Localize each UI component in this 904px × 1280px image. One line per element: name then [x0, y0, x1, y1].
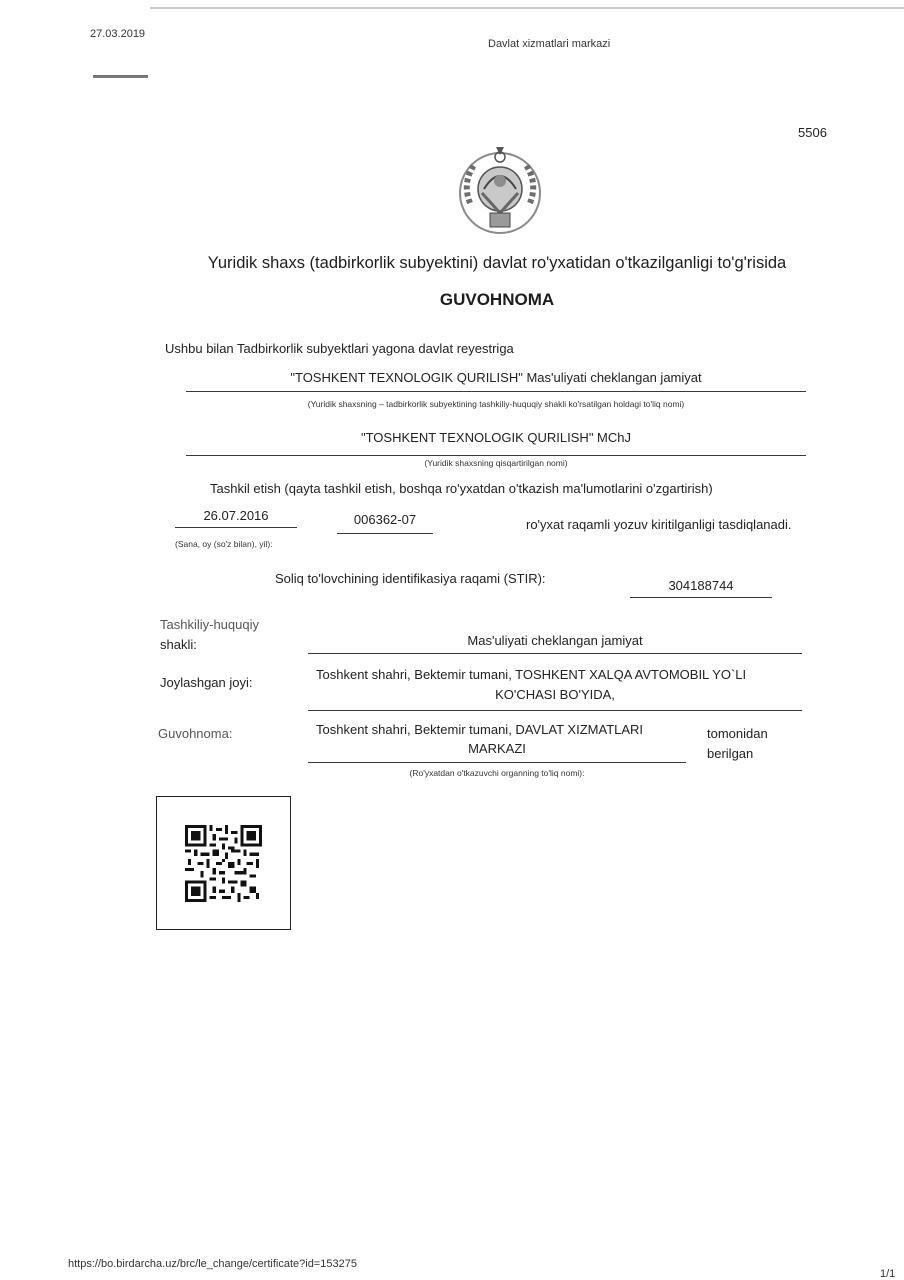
registration-date-underline [175, 527, 297, 528]
issuer-underline [308, 762, 686, 763]
full-name-underline [186, 391, 806, 392]
corner-mark [93, 75, 148, 78]
issued-by-line2: berilgan [707, 746, 754, 761]
issuer-caption: (Ro'yxatdan o'tkazuvchi organning to'liq nomi): [409, 768, 585, 778]
print-date: 27.03.2019 [90, 28, 146, 40]
qr-code-icon [185, 825, 262, 902]
issuer-value-line2: MARKAZI [468, 741, 526, 756]
full-name-caption: (Yuridik shaxsning – tadbirkorlik subyektining tashkiliy-huquqiy shakli ko'rsatilgan holdagi to'liq nomi) [307, 399, 685, 409]
location-value-line1: Toshkent shahri, Bektemir tumani, TOSHKENT XALQA AVTOMOBIL YO`LI [316, 667, 747, 682]
registration-confirm: ro'yxat raqamli yozuv kiritilganligi tasdiqlanadi. [526, 517, 792, 532]
legal-form-label-line2: shakli: [160, 637, 197, 652]
date-caption: (Sana, oy (so'z bilan), yil): [175, 539, 273, 549]
short-name-caption: (Yuridik shaxsning qisqartirilgan nomi) [424, 458, 568, 468]
issued-by-line1: tomonidan [707, 726, 768, 741]
stir-value: 304188744 [668, 578, 734, 593]
document-number: 5506 [798, 125, 827, 140]
intro-text: Ushbu bilan Tadbirkorlik subyektlari yagona davlat reyestriga [165, 341, 514, 356]
legal-form-underline [308, 653, 802, 654]
agency-header: Davlat xizmatlari markazi [488, 38, 611, 50]
registration-number: 006362-07 [353, 512, 417, 527]
page-number: 1/1 [880, 1268, 896, 1280]
establish-text: Tashkil etish (qayta tashkil etish, boshqa ro'yxatdan o'tkazish ma'lumotlarini o'zgartirish) [210, 481, 713, 496]
location-underline [308, 710, 802, 711]
top-edge-rule [150, 7, 904, 9]
stir-underline [630, 597, 772, 598]
full-name-value: "TOSHKENT TEXNOLOGIK QURILISH" Mas'uliyati cheklangan jamiyat [290, 370, 702, 385]
legal-form-value: Mas'uliyati cheklangan jamiyat [467, 633, 643, 648]
location-label: Joylashgan joyi: [160, 675, 253, 690]
certificate-label: Guvohnoma: [158, 726, 233, 741]
certificate-title: GUVOHNOMA [439, 290, 555, 309]
registration-number-underline [337, 533, 433, 534]
short-name-underline [186, 455, 806, 456]
state-emblem-icon [452, 143, 548, 239]
issuer-value-line1: Toshkent shahri, Bektemir tumani, DAVLAT XIZMATLARI [316, 722, 644, 737]
legal-form-label-line1: Tashkiliy-huquqiy [160, 617, 259, 632]
location-value-line2: KO'CHASI BO'YIDA, [495, 687, 615, 702]
registration-date: 26.07.2016 [203, 508, 269, 523]
stir-label: Soliq to'lovchining identifikasiya raqami (STIR): [275, 571, 546, 586]
footer-url: https://bo.birdarcha.uz/brc/le_change/certificate?id=153275 [68, 1258, 357, 1270]
short-name-value: "TOSHKENT TEXNOLOGIK QURILISH" MChJ [360, 430, 631, 445]
certificate-subtitle: Yuridik shaxs (tadbirkorlik subyektini) davlat ro'yxatidan o'tkazilganligi to'g'risida [207, 254, 787, 272]
